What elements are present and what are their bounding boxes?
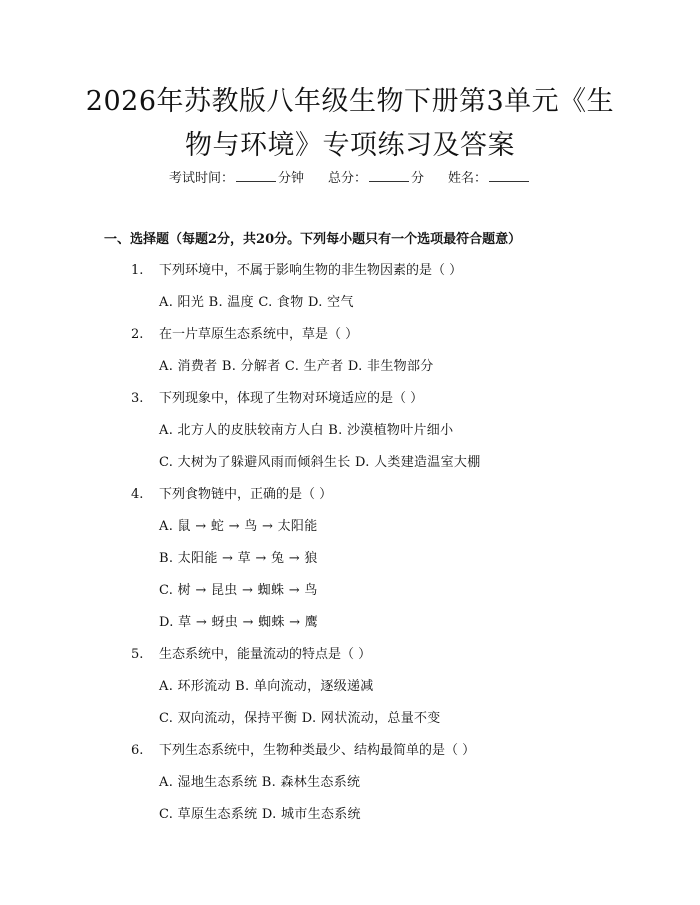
question-6-options-line-2: C. 草原生态系统 D. 城市生态系统: [159, 807, 361, 822]
question-4: [131, 486, 332, 504]
question-3-options-line-2: C. 大树为了躲避风雨而倾斜生长 D. 人类建造温室大棚: [159, 455, 481, 470]
title-line-2: 物与环境》专项练习及答案: [185, 130, 515, 161]
question-4-option-c: C. 树 → 昆虫 → 蜘蛛 → 鸟: [159, 583, 318, 598]
time-label: 考试时间：: [168, 171, 234, 186]
question-5-options-line-2: C. 双向流动，保持平衡 D. 网状流动，总量不变: [159, 711, 441, 726]
question-3-options-line-1: A. 北方人的皮肤较南方人白 B. 沙漠植物叶片细小: [159, 423, 454, 438]
question-number: 5.: [131, 647, 144, 662]
question-4-option-d: D. 草 → 蚜虫 → 蜘蛛 → 鹰: [159, 615, 319, 630]
title-line-1: 2026年苏教版八年级生物下册第3单元《生: [85, 86, 615, 117]
question-text: 下列现象中，体现了生物对环境适应的是（ ）: [159, 391, 424, 406]
question-5: [131, 646, 371, 664]
time-unit: 分钟: [277, 171, 304, 186]
question-text: 下列食物链中，正确的是（ ）: [159, 487, 333, 502]
question-4-option-a: A. 鼠 → 蛇 → 鸟 → 太阳能: [159, 519, 318, 534]
score-blank[interactable]: [369, 168, 409, 182]
question-6: [131, 742, 475, 760]
time-blank[interactable]: [236, 168, 276, 182]
question-4-option-b: B. 太阳能 → 草 → 兔 → 狼: [159, 551, 318, 566]
question-5-options-line-1: A. 环形流动 B. 单向流动，逐级递减: [159, 679, 374, 694]
question-text: 在一片草原生态系统中，草是（ ）: [159, 327, 359, 342]
question-number: 4.: [131, 487, 144, 502]
question-number: 2.: [131, 327, 144, 342]
name-blank[interactable]: [489, 168, 529, 182]
page-title: [60, 80, 640, 168]
question-1-options-line-1: A. 阳光 B. 温度 C. 食物 D. 空气: [159, 295, 354, 310]
question-number: 3.: [131, 391, 144, 406]
question-number: 1.: [131, 263, 144, 278]
question-text: 下列生态系统中，生物种类最少、结构最简单的是（ ）: [159, 743, 476, 758]
question-1: [131, 262, 462, 280]
question-2-options-line-1: A. 消费者 B. 分解者 C. 生产者 D. 非生物部分: [159, 359, 434, 374]
section-title: 一、选择题（每题2分，共20分。下列每小题只有一个选项最符合题意）: [104, 232, 522, 247]
question-2: [131, 326, 358, 344]
question-text: 下列环境中，不属于影响生物的非生物因素的是（ ）: [159, 263, 463, 278]
question-number: 6.: [131, 743, 144, 758]
question-6-options-line-1: A. 湿地生态系统 B. 森林生态系统: [159, 775, 361, 790]
exam-meta: [0, 168, 700, 188]
name-label: 姓名：: [448, 171, 488, 186]
score-unit: 分: [411, 171, 425, 186]
question-3: [131, 390, 423, 408]
question-text: 生态系统中，能量流动的特点是（ ）: [159, 647, 372, 662]
score-label: 总分：: [327, 171, 367, 186]
